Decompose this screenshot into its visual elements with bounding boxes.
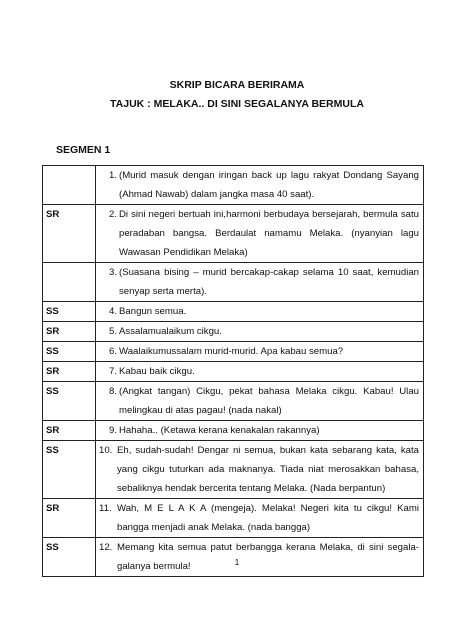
speaker-label: SR — [43, 421, 96, 441]
script-line — [43, 166, 424, 205]
speaker-label — [43, 263, 96, 302]
line-cell — [96, 205, 424, 263]
script-line — [43, 205, 424, 263]
line-number: 7. — [108, 366, 117, 377]
script-line — [43, 441, 424, 499]
page-number: 1 — [234, 557, 240, 567]
page-title: SKRIP BICARA BERIRAMA — [169, 79, 305, 91]
line-number: 2. — [108, 209, 117, 220]
script-subtitle: TAJUK : MELAKA.. DI SINI SEGALANYA BERMULA — [110, 98, 364, 110]
speaker-label: SR — [43, 362, 96, 382]
line-text: Kabau baik cikgu. — [119, 366, 195, 377]
line-cell — [96, 342, 424, 362]
line-number: 11. — [99, 503, 112, 514]
speaker-label: SS — [43, 441, 96, 499]
line-cell — [96, 441, 424, 499]
script-line — [43, 342, 424, 362]
line-text: Wah, M E L A K A (mengeja). Melaka! Negeri kita tu cikgu! Kami bangga menjadi anak Melaka. (nada bangga) — [117, 503, 419, 533]
line-cell — [96, 499, 424, 538]
speaker-label: SR — [43, 322, 96, 342]
line-number: 1. — [108, 170, 117, 181]
line-number: 4. — [108, 306, 117, 317]
line-text: Bangun semua. — [119, 306, 187, 317]
speaker-label: SS — [43, 538, 96, 577]
script-table — [42, 165, 424, 577]
line-number: 10. — [99, 445, 113, 456]
line-number: 8. — [108, 386, 117, 397]
speaker-label: SS — [43, 382, 96, 421]
line-cell — [96, 263, 424, 302]
speaker-label: SS — [43, 342, 96, 362]
line-cell — [96, 166, 424, 205]
script-line — [43, 382, 424, 421]
line-cell — [96, 382, 424, 421]
speaker-label: SR — [43, 499, 96, 538]
line-cell — [96, 302, 424, 322]
line-text: Di sini negeri bertuah ini,harmoni berbudaya bersejarah, bermula satu peradaban bangsa. Berdaulat namamu Melaka. (nyanyian lagu Wawasan Pendidikan Melaka) — [119, 209, 419, 258]
script-line — [43, 421, 424, 441]
script-line — [43, 263, 424, 302]
line-cell — [96, 322, 424, 342]
segment-heading: SEGMEN 1 — [56, 144, 111, 156]
line-text: (Murid masuk dengan iringan back up lagu rakyat Dondang Sayang (Ahmad Nawab) dalam jangka masa 40 saat). — [119, 170, 419, 200]
line-text: (Angkat tangan) Cikgu, pekat bahasa Melaka cikgu. Kabau! Ulau melingkau di atas pagau! (nada nakal) — [119, 386, 419, 416]
speaker-label — [43, 166, 96, 205]
line-number: 3. — [108, 267, 117, 278]
script-line — [43, 362, 424, 382]
script-line — [43, 322, 424, 342]
line-text: Hahaha.. (Ketawa kerana kenakalan rakannya) — [119, 425, 320, 436]
line-cell — [96, 362, 424, 382]
script-line — [43, 302, 424, 322]
line-text: Eh, sudah-sudah! Dengar ni semua, bukan kata sebarang kata, kata yang cikgu tuturkan ada maknanya. Tiada niat merosakkan bahasa, sebaliknya hendak bercerita tentang Melaka. (Nada berpantun) — [117, 445, 419, 494]
line-text: (Suasana bising – murid bercakap-cakap selama 10 saat, kemudian senyap serta merta). — [119, 267, 419, 297]
line-number: 5. — [108, 326, 117, 337]
line-text: Memang kita semua patut berbangga kerana Melaka, di sini segala-galanya bermula! — [117, 542, 419, 572]
line-text: Assalamualaikum cikgu. — [119, 326, 222, 337]
line-cell — [96, 421, 424, 441]
line-number: 6. — [108, 346, 117, 357]
speaker-label: SR — [43, 205, 96, 263]
script-line — [43, 499, 424, 538]
line-text: Waalaikumussalam murid-murid. Apa kabau semua? — [119, 346, 344, 357]
line-number: 12. — [99, 542, 113, 553]
line-number: 9. — [108, 425, 117, 436]
speaker-label: SS — [43, 302, 96, 322]
